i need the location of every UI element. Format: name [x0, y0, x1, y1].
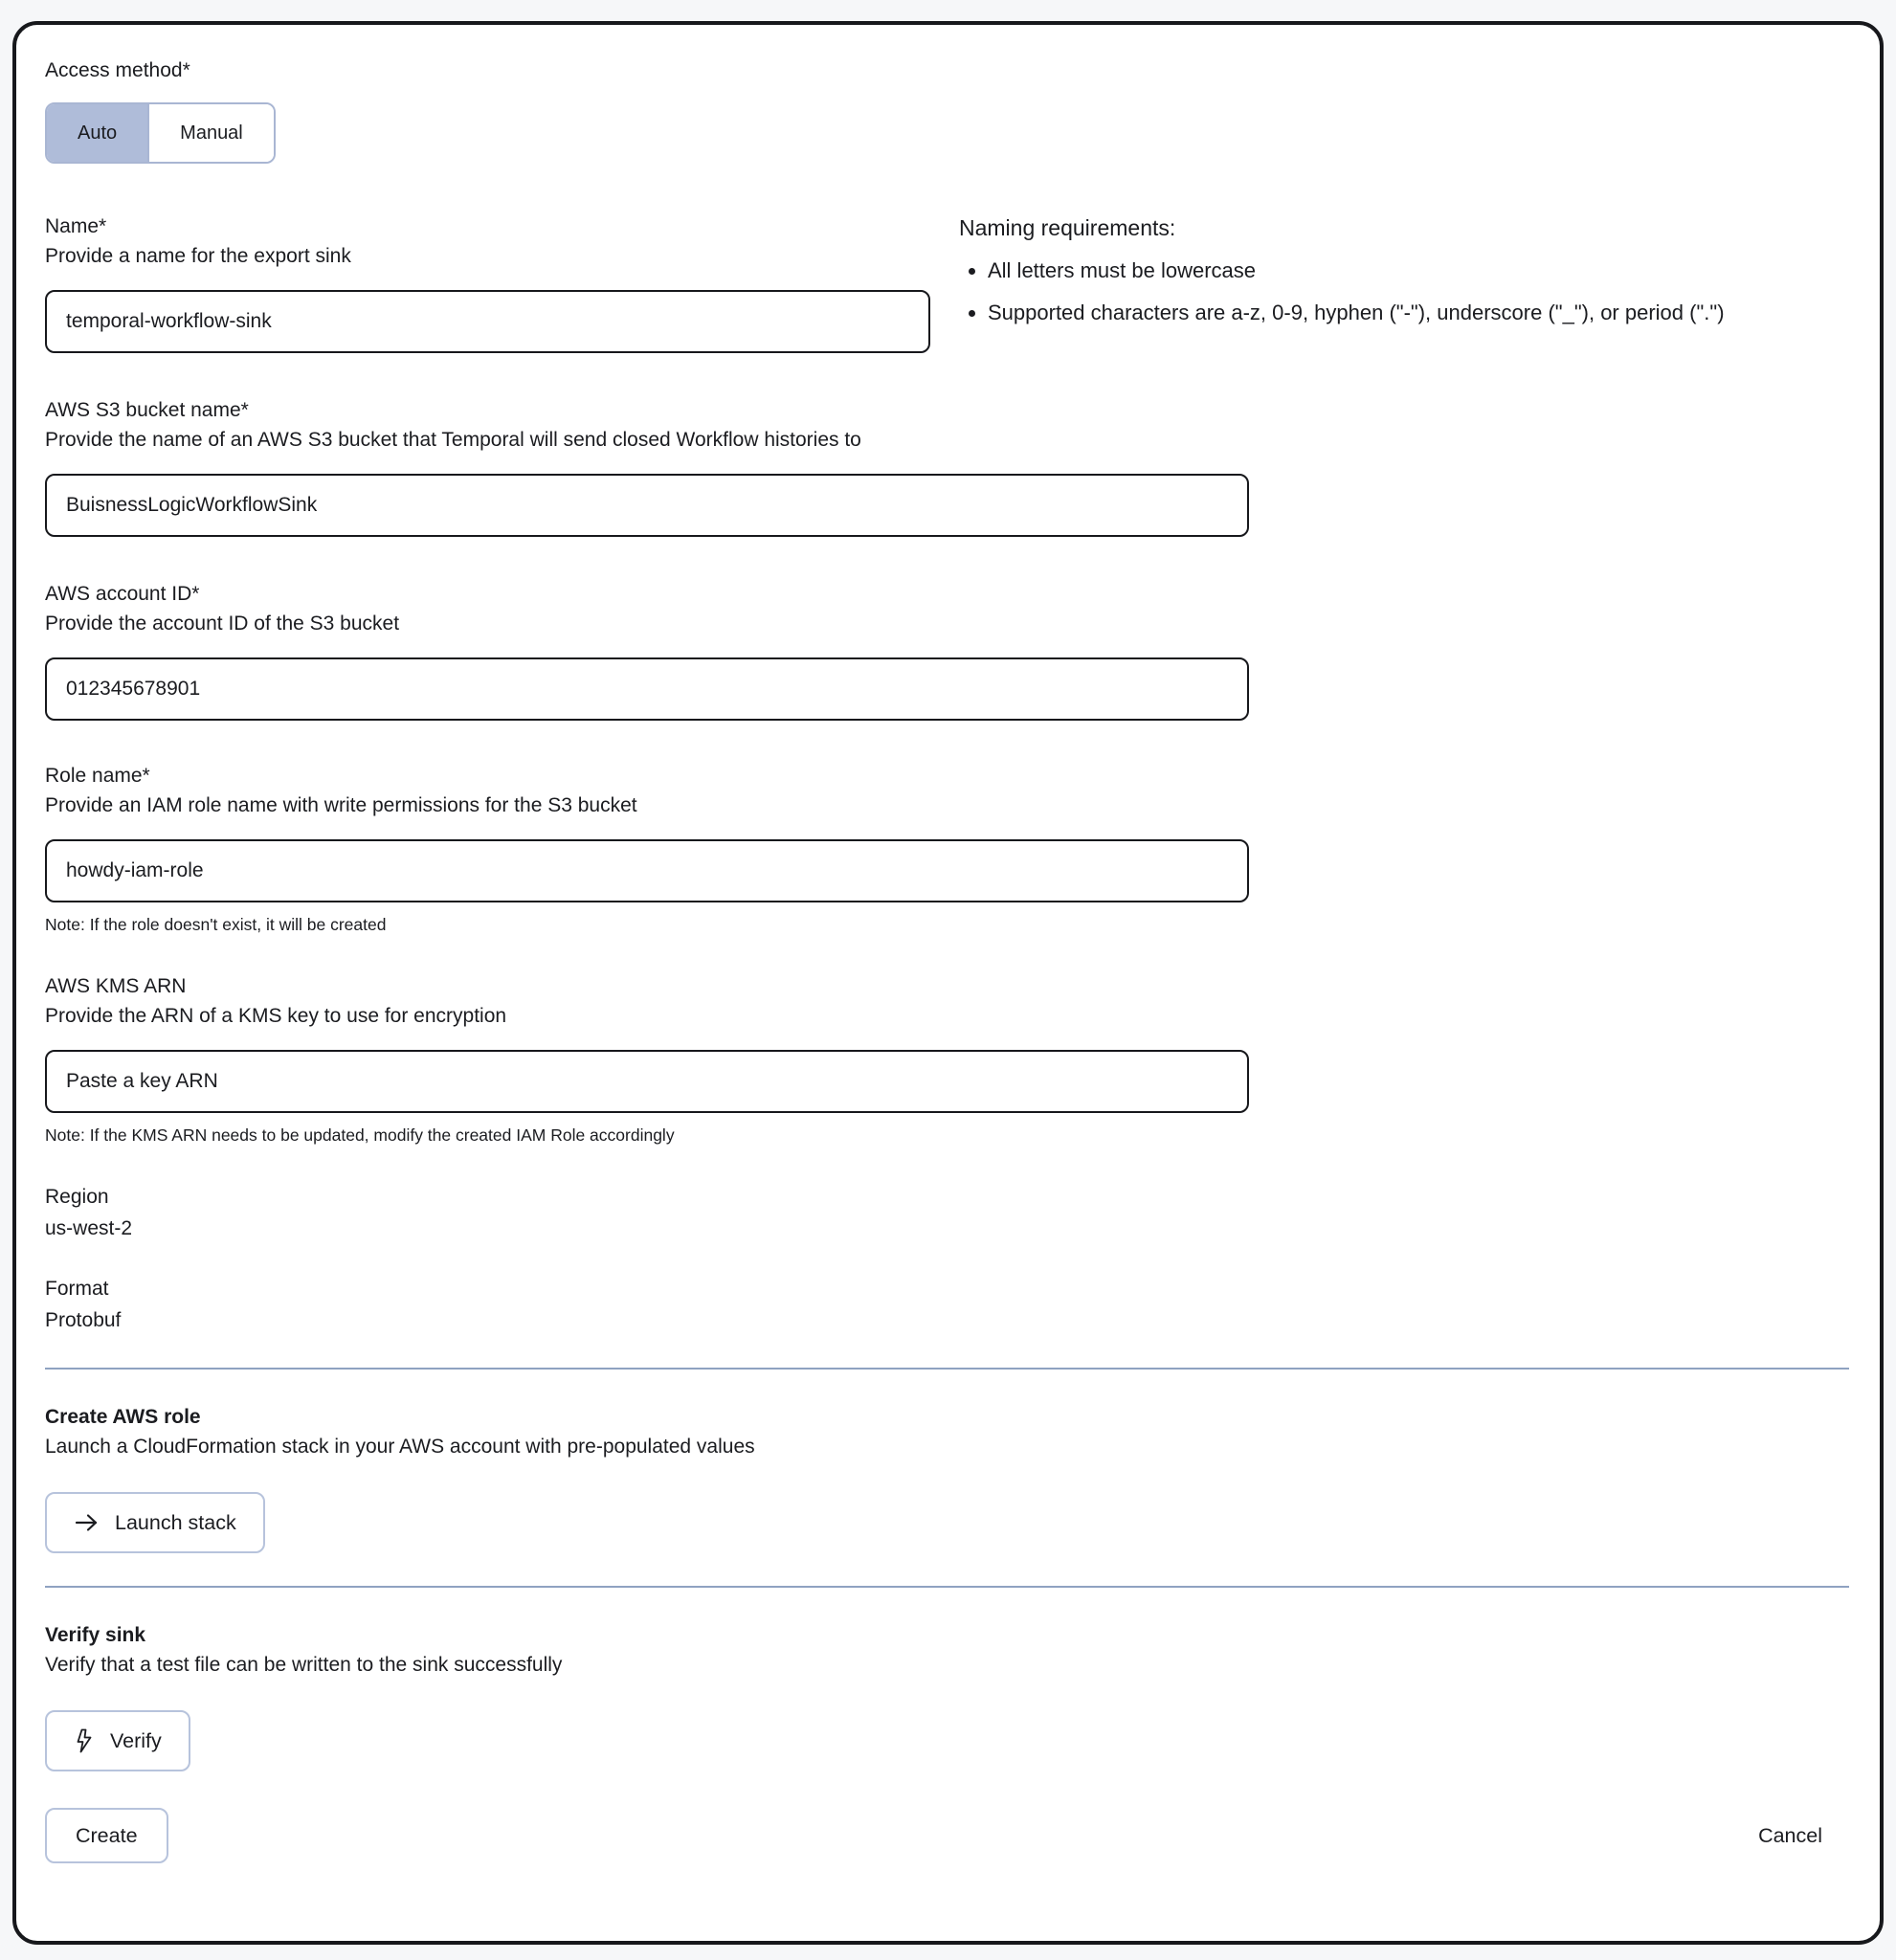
naming-requirements — [959, 213, 1820, 353]
kms-arn-input[interactable] — [45, 1050, 1249, 1113]
name-and-requirements-row — [45, 213, 1849, 353]
kms-arn-field — [45, 973, 1849, 1146]
name-field — [45, 213, 930, 353]
account-id-label: AWS account ID* — [45, 583, 200, 605]
naming-requirements-title: Naming requirements: — [959, 215, 1176, 240]
export-sink-form-panel — [12, 21, 1884, 1945]
kms-arn-label: AWS KMS ARN — [45, 975, 187, 997]
verify-button-label: Verify — [110, 1728, 162, 1752]
role-name-label: Role name* — [45, 765, 150, 787]
role-name-description: Provide an IAM role name with write permissions for the S3 bucket — [45, 794, 637, 816]
divider — [45, 1368, 1849, 1370]
name-input[interactable] — [45, 290, 930, 353]
region-label: Region — [45, 1186, 109, 1208]
format-readout — [45, 1276, 1849, 1333]
create-button[interactable] — [45, 1808, 168, 1863]
format-label: Format — [45, 1278, 109, 1300]
verify-sink-section — [45, 1622, 1849, 1771]
create-aws-role-description: Launch a CloudFormation stack in your AWS account with pre-populated values — [45, 1436, 755, 1458]
naming-requirement-item: • All letters must be lowercase — [988, 256, 1820, 285]
role-name-field — [45, 763, 1849, 935]
kms-arn-description: Provide the ARN of a KMS key to use for encryption — [45, 1005, 507, 1027]
s3-bucket-field — [45, 397, 1849, 537]
verify-sink-title: Verify sink — [45, 1624, 146, 1646]
naming-requirements-list — [959, 256, 1820, 327]
create-aws-role-title: Create AWS role — [45, 1406, 201, 1428]
account-id-input[interactable] — [45, 657, 1249, 721]
s3-bucket-description: Provide the name of an AWS S3 bucket that Temporal will send closed Workflow histories to — [45, 429, 861, 451]
access-method-label: Access method* — [45, 59, 190, 81]
account-id-description: Provide the account ID of the S3 bucket — [45, 612, 400, 635]
access-method-option-auto[interactable]: Auto — [47, 104, 147, 162]
region-value: us-west-2 — [45, 1217, 133, 1239]
cancel-button[interactable]: Cancel — [1758, 1823, 1822, 1847]
account-id-field — [45, 581, 1849, 721]
s3-bucket-label: AWS S3 bucket name* — [45, 399, 249, 421]
access-method-option-manual[interactable]: Manual — [147, 104, 274, 162]
form-actions — [45, 1808, 1849, 1863]
kms-arn-note: Note: If the KMS ARN needs to be updated, modify the created IAM Role accordingly — [45, 1125, 675, 1145]
lightning-icon — [74, 1728, 95, 1753]
region-readout — [45, 1184, 1849, 1241]
create-aws-role-section — [45, 1404, 1849, 1553]
create-button-label: Create — [76, 1823, 138, 1847]
role-name-note: Note: If the role doesn't exist, it will be created — [45, 915, 387, 934]
verify-button[interactable] — [45, 1710, 190, 1771]
access-method-toggle — [45, 102, 276, 164]
launch-stack-button[interactable] — [45, 1492, 265, 1553]
verify-sink-description: Verify that a test file can be written to the sink successfully — [45, 1654, 563, 1676]
naming-requirement-item: • Supported characters are a-z, 0-9, hyphen ("-"), underscore ("_"), or period (".") — [988, 298, 1820, 327]
divider — [45, 1586, 1849, 1588]
s3-bucket-input[interactable] — [45, 474, 1249, 537]
role-name-input[interactable] — [45, 839, 1249, 902]
launch-stack-button-label: Launch stack — [115, 1510, 236, 1534]
arrow-right-icon — [74, 1511, 100, 1534]
name-description: Provide a name for the export sink — [45, 245, 351, 267]
name-label: Name* — [45, 215, 107, 237]
format-value: Protobuf — [45, 1309, 122, 1331]
